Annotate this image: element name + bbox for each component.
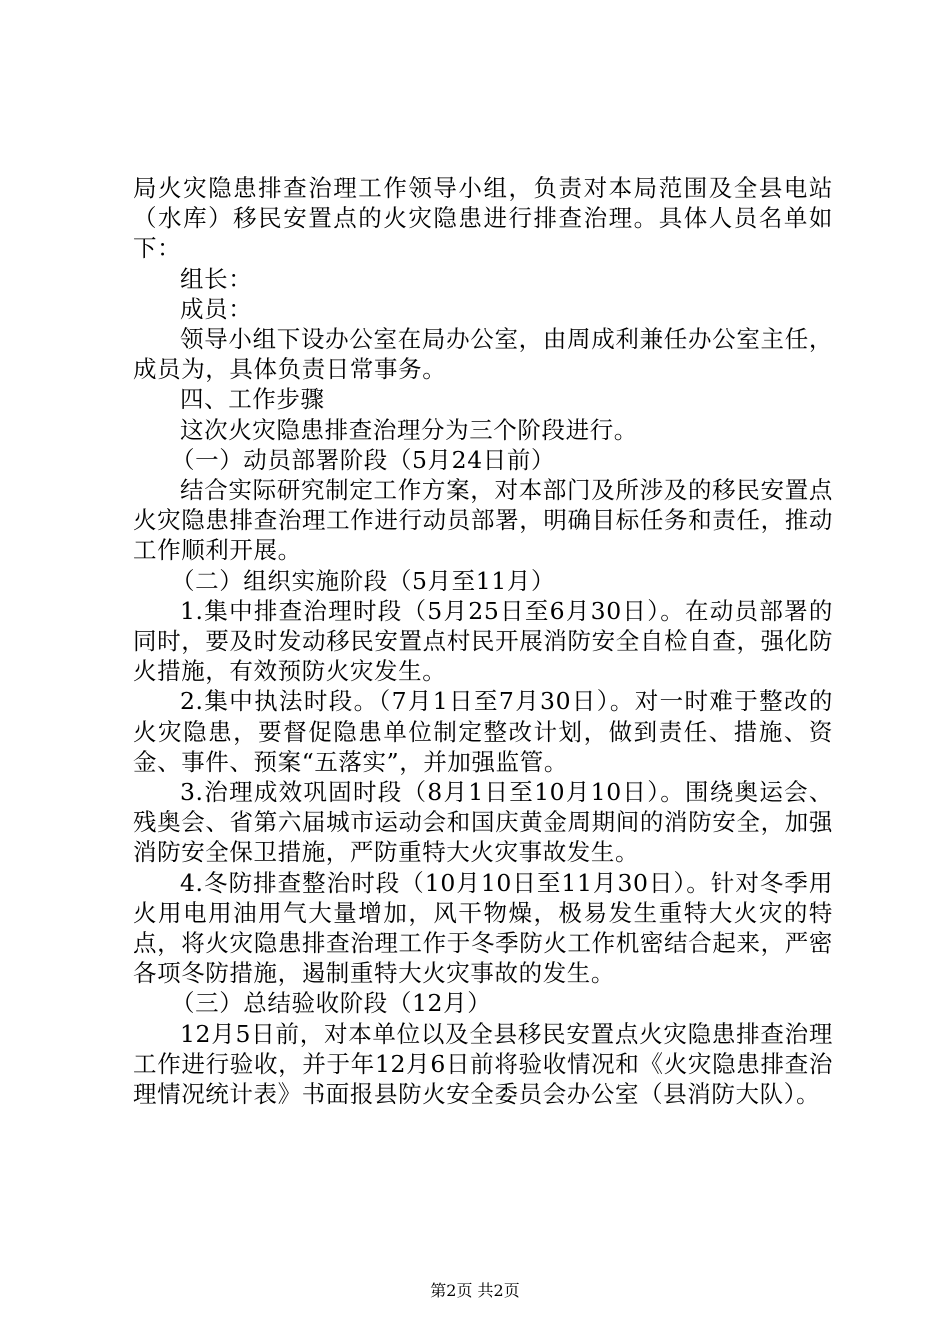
paragraph-item-3: 3.治理成效巩固时段（8月1日至10月10日）。围绕奥运会、残奥会、省第六届城市运动会和国庆黄金周期间的消防安全，加强消防安全保卫措施，严防重特大火灾事故发生。: [133, 778, 833, 867]
paragraph-office: 领导小组下设办公室在局办公室，由周成利兼任办公室主任，成员为，具体负责日常事务。: [133, 325, 833, 384]
subheading-stage-1: （一）动员部署阶段（5月24日前）: [171, 445, 556, 474]
paragraph-item-1: 1.集中排查治理时段（5月25日至6月30日）。在动员部署的同时，要及时发动移民安置点村民开展消防安全自检自查，强化防火措施，有效预防火灾发生。: [133, 596, 833, 686]
page-number-label: 第2页 共2页: [430, 1281, 520, 1300]
paragraph-three-stages: 这次火灾隐患排查治理分为三个阶段进行。: [180, 415, 638, 444]
section-heading-steps: 四、工作步骤: [180, 385, 325, 414]
subheading-stage-3: （三）总结验收阶段（12月）: [171, 989, 492, 1018]
paragraph-members: 成员：: [180, 294, 253, 323]
paragraph-leader: 组长：: [180, 264, 253, 293]
paragraph-intro: 局火灾隐患排查治理工作领导小组，负责对本局范围及全县电站（水库）移民安置点的火灾隐患进行排查治理。具体人员名单如下：: [133, 174, 833, 263]
paragraph-stage-1: 结合实际研究制定工作方案，对本部门及所涉及的移民安置点火灾隐患排查治理工作进行动员部署，明确目标任务和责任，推动工作顺利开展。: [133, 476, 833, 565]
page-footer: [0, 1278, 950, 1301]
subheading-stage-2: （二）组织实施阶段（5月至11月）: [171, 566, 556, 595]
paragraph-item-2: 2.集中执法时段。（7月1日至7月30日）。对一时难于整改的火灾隐患，要督促隐患单位制定整改计划，做到责任、措施、资金、事件、预案“五落实”，并加强监管。: [133, 687, 833, 776]
paragraph-stage-3: 12月5日前，对本单位以及全县移民安置点火灾隐患排查治理工作进行验收，并于年12月6日前将验收情况和《火灾隐患排查治理情况统计表》书面报县防火安全委员会办公室（县消防大队）。: [133, 1019, 833, 1109]
document-body: [133, 173, 833, 1109]
paragraph-item-4: 4.冬防排查整治时段（10月10日至11月30日）。针对冬季用火用电用油用气大量增加，风干物燥，极易发生重特大火灾的特点，将火灾隐患排查治理工作于冬季防火工作机密结合起来，严密各项冬防措施，遏制重特大火灾事故的发生。: [133, 868, 833, 988]
